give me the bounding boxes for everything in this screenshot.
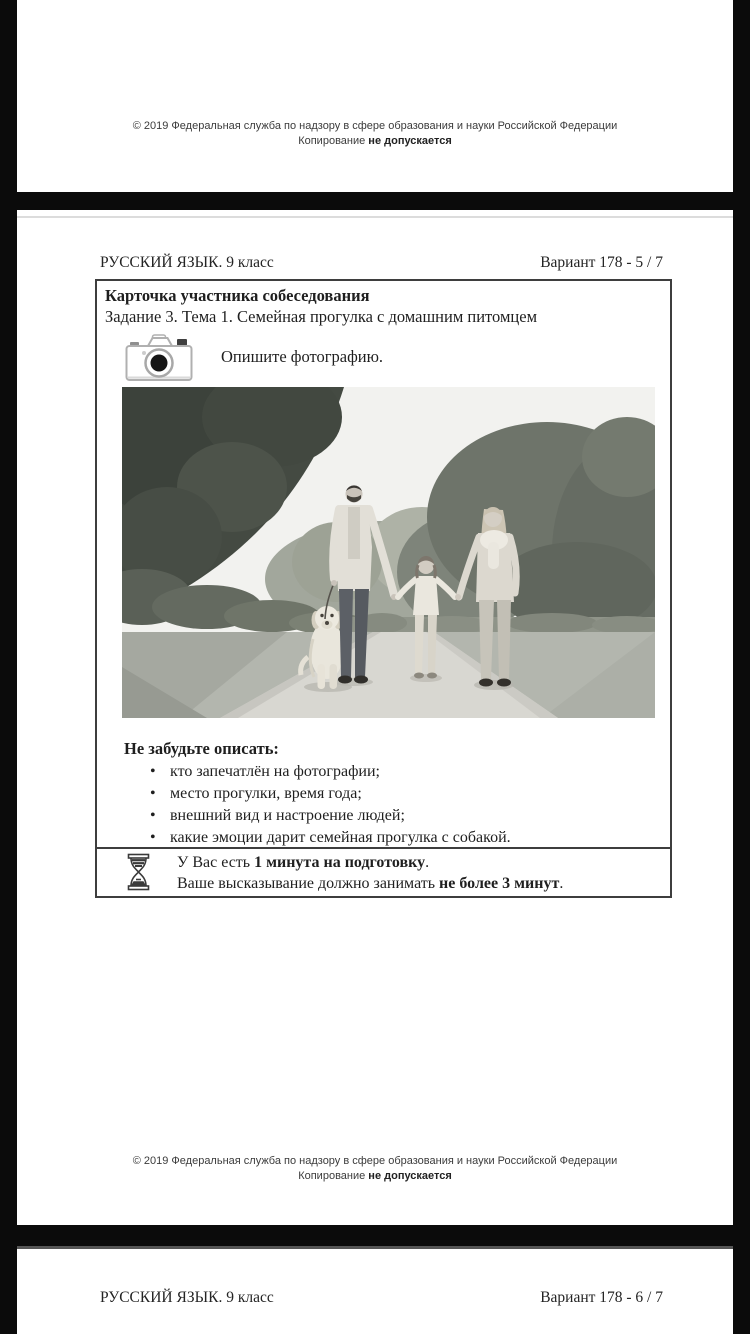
document-page-5: [17, 210, 733, 1225]
page-edge-shadow: [17, 216, 733, 218]
card-divider: [97, 847, 670, 849]
copyright-footer: [17, 1154, 733, 1184]
task-card: [95, 279, 672, 898]
card-title: Карточка участника собеседования: [105, 286, 370, 305]
timer-line2: Ваше высказывание должно занимать не более 3 минут.: [177, 875, 564, 892]
copyright-footer: [17, 119, 733, 149]
checklist-item: • место прогулки, время года;: [124, 783, 511, 805]
task-topic: Задание 3. Тема 1. Семейная прогулка с домашним питомцем: [105, 307, 538, 326]
copyright-line2: Копирование не допускается: [298, 1170, 452, 1182]
checklist-item: • кто запечатлён на фотографии;: [124, 761, 511, 783]
copyright-line1: © 2019 Федеральная служба по надзору в сфере образования и науки Российской Федерации: [132, 1155, 618, 1167]
subject-label: РУССКИЙ ЯЗЫК. 9 класс: [100, 1289, 274, 1306]
page-header: [100, 254, 663, 271]
checklist-item: • какие эмоции дарит семейная прогулка с собакой.: [124, 827, 511, 849]
document-page-top: [17, 0, 733, 192]
subject-label: РУССКИЙ ЯЗЫК. 9 класс: [100, 254, 274, 271]
task-photo: [122, 387, 655, 718]
hourglass-icon: [127, 853, 150, 891]
checklist-title: Не забудьте описать:: [124, 739, 279, 758]
checklist-item: • внешний вид и настроение людей;: [124, 805, 511, 827]
page-header: [100, 1289, 663, 1306]
checklist: [124, 761, 511, 849]
camera-icon: [125, 333, 193, 383]
timer-line1: У Вас есть 1 минута на подготовку.: [177, 854, 430, 871]
document-page-6: [17, 1246, 733, 1334]
timer-note: [177, 852, 563, 894]
photo-prompt: Опишите фотографию.: [221, 347, 384, 366]
variant-label: Вариант 178 - 5 / 7: [540, 254, 663, 271]
copyright-line2: Копирование не допускается: [298, 135, 452, 147]
variant-label: Вариант 178 - 6 / 7: [540, 1289, 663, 1306]
copyright-line1: © 2019 Федеральная служба по надзору в сфере образования и науки Российской Федерации: [132, 120, 618, 132]
